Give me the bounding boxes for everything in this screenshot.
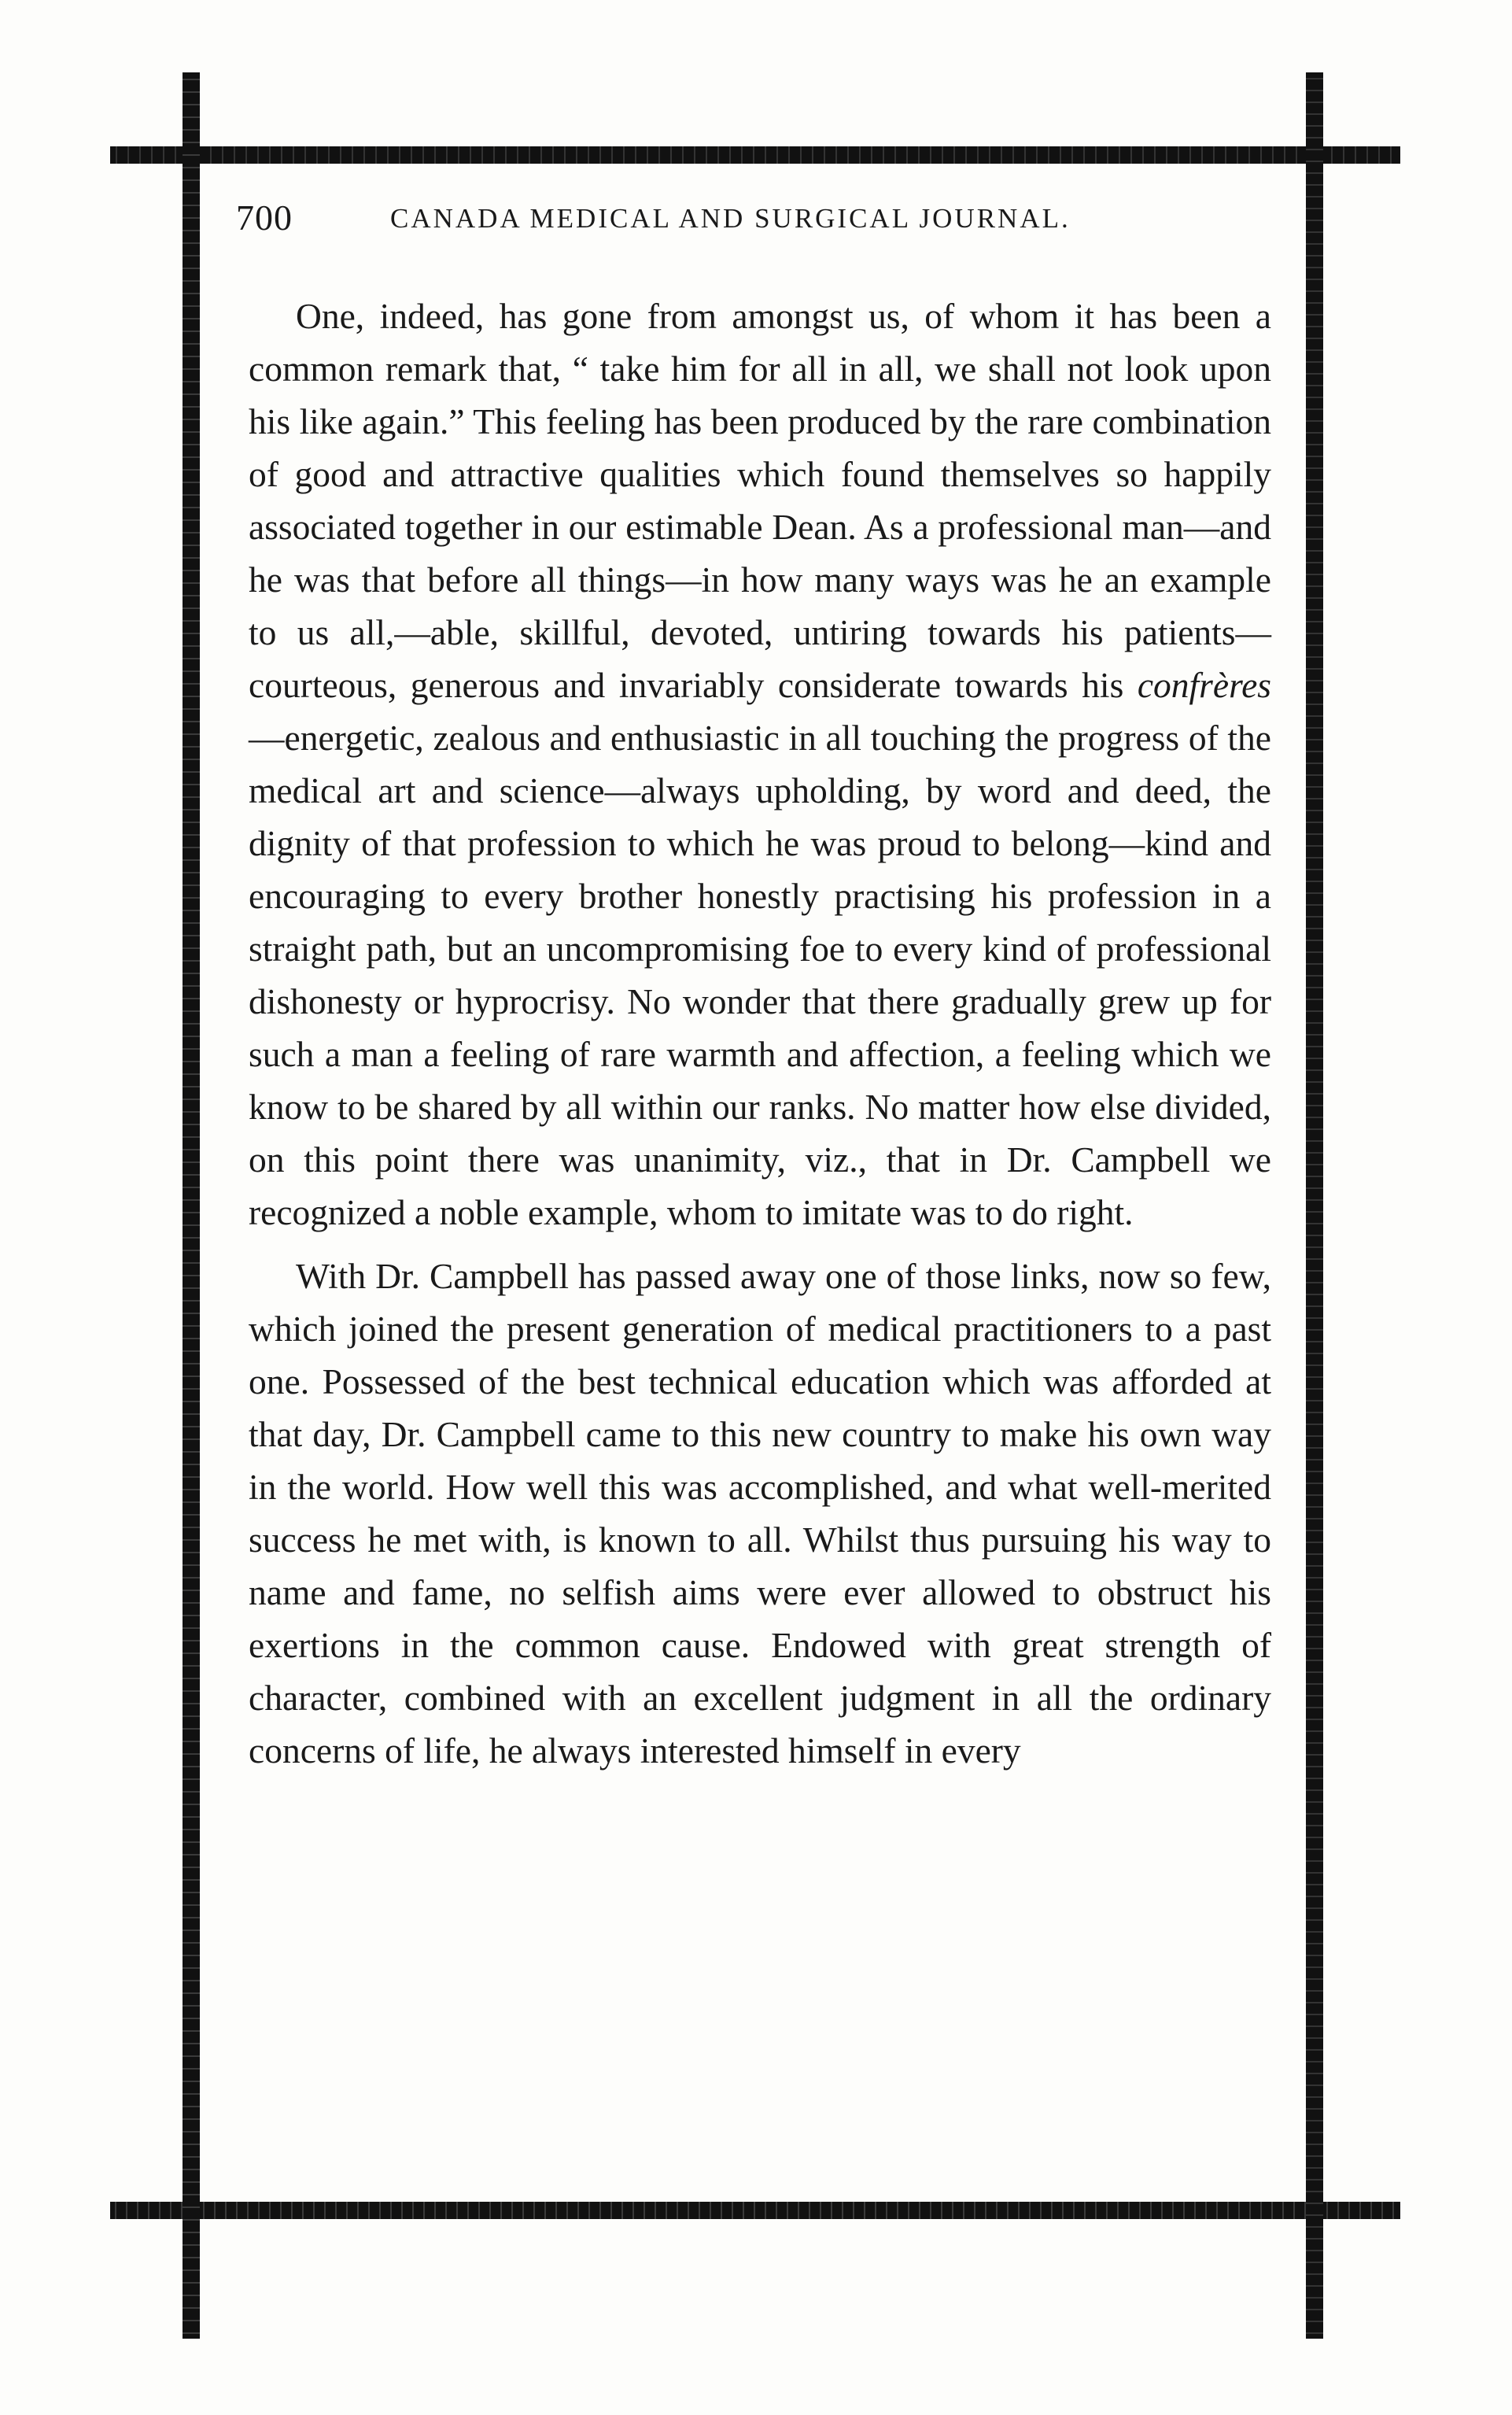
paragraph-2: With Dr. Campbell has passed away one of those links, now so few, which joined the present generation of medical practitioners to a past one. Possessed of the best technical education which was afforded at that day, Dr. Campbell came to this new country to make his own way in the world. How well this was accomplished, and what well-merited success he met with, is known to all. Whilst thus pursuing his way to name and fame, no selfish aims were ever allowed to obstruct his exertions in the common cause. Endowed with great strength of character, combined with an excellent judgment in all the ordinary concerns of life, he always interested himself in every (249, 1256, 1271, 1771)
article-body (249, 290, 1271, 1777)
running-head (236, 197, 1274, 244)
bottom-border-rule (110, 2202, 1400, 2219)
journal-title: CANADA MEDICAL AND SURGICAL JOURNAL. (390, 203, 1071, 234)
right-border-rule (1306, 72, 1323, 2339)
paragraph-1-text-b: —energetic, zealous and enthusiastic in all touching the progress of the medical art and science—always upholding, by word and deed, the dignity of that profession to which he was proud to belong—kind and encouraging to every brother honestly practising his profession in a straight path, but an uncompromising foe to every kind of professional dishonesty or hyprocrisy. No wonder that there gradually grew up for such a man a feeling of rare warmth and affection, a feeling which we know to be shared by all within our ranks. No matter how else divided, on this point there was unanimity, viz., that in Dr. Campbell we recognized a noble example, whom to imitate was to do right. (249, 718, 1271, 1232)
page-number: 700 (236, 198, 293, 238)
top-border-rule (110, 146, 1400, 164)
paragraph-1-text-a: One, indeed, has gone from amongst us, of whom it has been a common remark that, “ take him for all in all, we shall not look upon his like again.” This feeling has been produced by the rare combination of good and attractive qualities which found themselves so happily associated together in our estimable Dean. As a professional man—and he was that before all things—in how many ways was he an example to us all,—able, skillful, devoted, untiring towards his patients—courteous, generous and invariably considerate towards his (249, 296, 1271, 705)
paragraph-1-italic-term: confrères (1137, 665, 1271, 705)
paragraph-1 (249, 290, 1271, 1239)
left-border-rule (183, 72, 200, 2339)
